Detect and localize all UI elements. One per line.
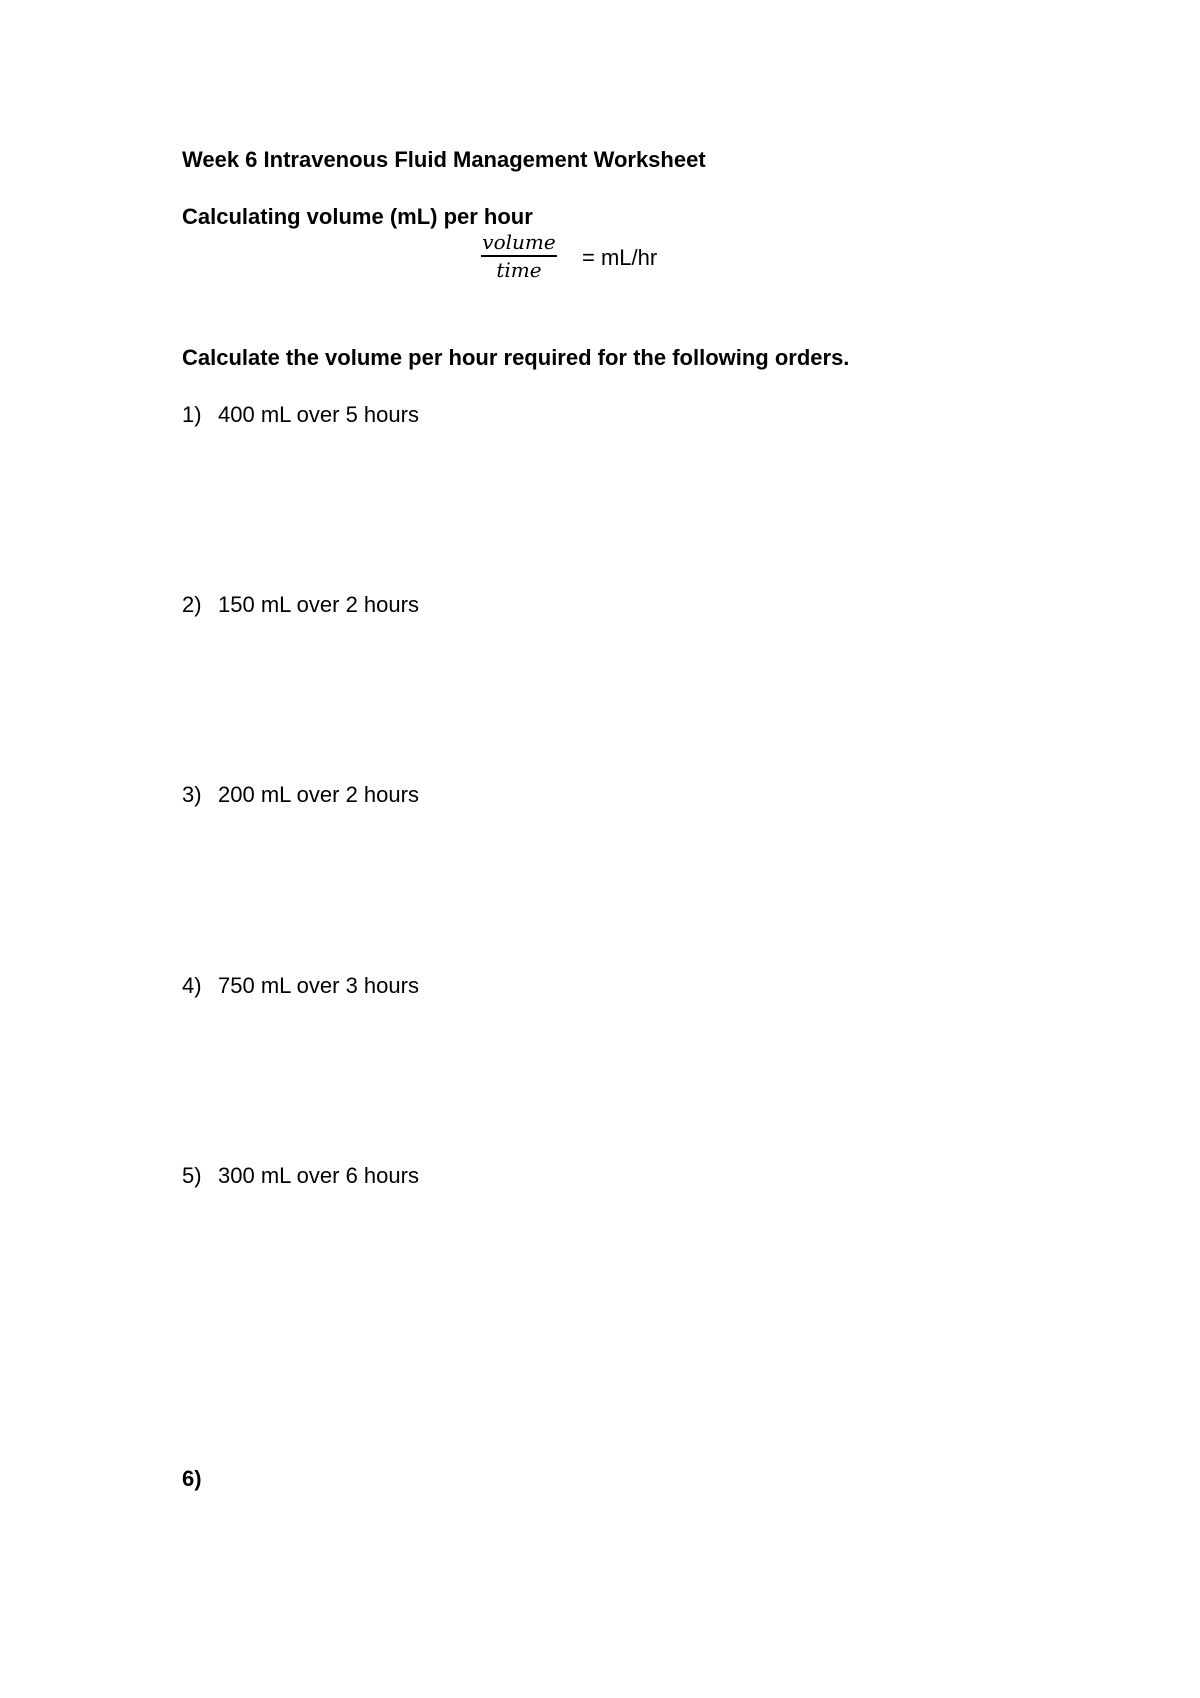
question-number: 2) xyxy=(182,592,202,617)
question-number: 3) xyxy=(182,782,202,807)
question-text: 750 mL over 3 hours xyxy=(218,973,419,998)
question-item xyxy=(182,591,419,619)
question-item xyxy=(182,781,419,809)
question-text: 300 mL over 6 hours xyxy=(218,1163,419,1188)
section-heading: Calculating volume (mL) per hour xyxy=(182,204,533,229)
question-number: 4) xyxy=(182,973,202,998)
question-number: 6) xyxy=(182,1466,202,1491)
formula-denominator: time xyxy=(496,258,542,282)
question-text: 200 mL over 2 hours xyxy=(218,782,419,807)
formula-result: = mL/hr xyxy=(582,245,658,270)
instructions: Calculate the volume per hour required for the following orders. xyxy=(182,345,850,370)
question-number: 5) xyxy=(182,1163,202,1188)
rate-formula xyxy=(480,230,700,286)
question-number: 1) xyxy=(182,402,202,427)
question-text: 400 mL over 5 hours xyxy=(218,402,419,427)
page-title: Week 6 Intravenous Fluid Management Worksheet xyxy=(182,147,706,172)
question-item xyxy=(182,401,419,429)
formula-numerator: volume xyxy=(482,230,556,254)
question-item xyxy=(182,1162,419,1190)
formula-fraction xyxy=(480,230,558,283)
question-item xyxy=(182,1465,218,1493)
question-text: 150 mL over 2 hours xyxy=(218,592,419,617)
question-item xyxy=(182,972,419,1000)
